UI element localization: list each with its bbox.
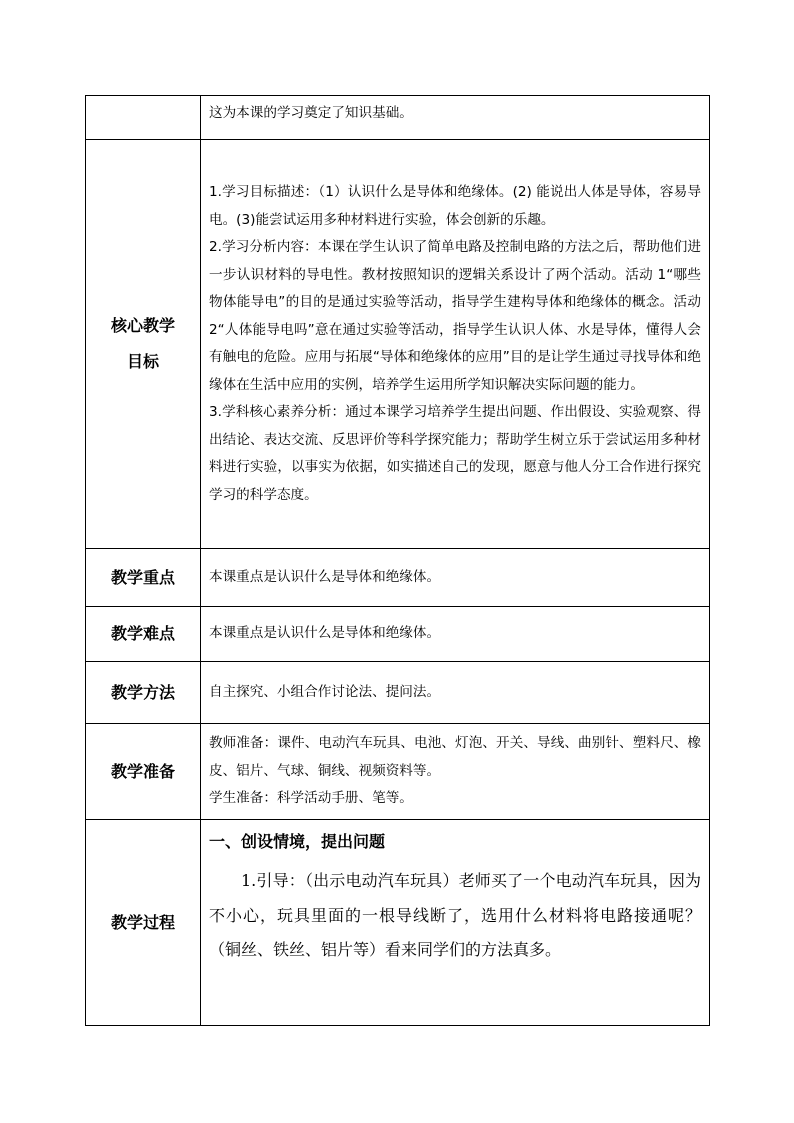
core-goals-label-line1: 核心教学 — [110, 316, 175, 335]
row-key-points — [86, 549, 710, 607]
row-key-points-content — [201, 549, 710, 607]
difficulties-text: 本课重点是认识什么是导体和绝缘体。 — [209, 625, 441, 642]
key-points-text: 本课重点是认识什么是导体和绝缘体。 — [209, 568, 441, 585]
preparation-student: 学生准备：科学活动手册、笔等。 — [209, 790, 413, 807]
row-preparation — [86, 724, 710, 820]
row-difficulties-content — [201, 607, 710, 662]
row-preparation-label: 教学准备 — [86, 724, 201, 820]
process-section-title: 一、创设情境，提出问题 — [209, 832, 386, 851]
row-basis — [86, 96, 710, 140]
lesson-plan-table — [85, 95, 710, 1026]
row-process-label: 教学过程 — [86, 820, 201, 1026]
row-difficulties — [86, 607, 710, 662]
row-basis-label — [86, 96, 201, 140]
preparation-teacher: 教师准备：课件、电动汽车玩具、电池、灯泡、开关、导线、曲别针、塑料尺、橡皮、铝片、气球、铜线、视频资料等。 — [209, 735, 701, 779]
core-goals-p3: 3.学科核心素养分析：通过本课学习培养学生提出问题、作出假设、实验观察、得出结论、表达交流、反思评价等科学探究能力；帮助学生树立乐于尝试运用多种材料进行实验，以事实为依据，如实描述自己的发现，愿意与他人分工合作进行探究学习的科学态度。 — [209, 404, 701, 503]
row-basis-content — [201, 96, 710, 140]
core-goals-label-line2: 目标 — [126, 352, 159, 371]
row-process-content — [201, 820, 710, 1026]
row-preparation-content — [201, 724, 710, 820]
row-difficulties-label: 教学难点 — [86, 607, 201, 662]
row-methods-label: 教学方法 — [86, 662, 201, 724]
process-text: 1.引导：（出示电动汽车玩具）老师买了一个电动汽车玩具，因为不小心，玩具里面的一根导线断了，选用什么材料将电路接通呢？（铜丝、铁丝、铝片等）看来同学们的方法真多。 — [209, 871, 701, 959]
row-core-goals-label — [86, 140, 201, 549]
row-key-points-label: 教学重点 — [86, 549, 201, 607]
row-methods — [86, 662, 710, 724]
core-goals-p2: 2.学习分析内容：本课在学生认识了简单电路及控制电路的方法之后，帮助他们进一步认识材料的导电性。教材按照知识的逻辑关系设计了两个活动。活动 1“哪些物体能导电”的目的是通过实验等活动，指导学生建构导体和绝缘体的概念。活动 2“人体能导电吗”意在通过实验等活动，指导学生认识人体、水是导体，懂得人会有触电的危险。应用与拓展“导体和绝缘体的应用”目的是让学生通过寻找导体和绝缘体在生活中应用的实例，培养学生运用所学知识解决实际问题的能力。 — [209, 239, 701, 393]
basis-text: 这为本课的学习奠定了知识基础。 — [209, 105, 413, 121]
methods-text: 自主探究、小组合作讨论法、提问法。 — [209, 683, 441, 700]
row-core-goals-content — [201, 140, 710, 549]
core-goals-p1: 1.学习目标描述：（1）认识什么是导体和绝缘体。(2) 能说出人体是导体，容易导电。(3)能尝试运用多种材料进行实验，体会创新的乐趣。 — [209, 184, 701, 228]
row-methods-content — [201, 662, 710, 724]
row-process — [86, 820, 710, 1026]
row-core-goals — [86, 140, 710, 549]
